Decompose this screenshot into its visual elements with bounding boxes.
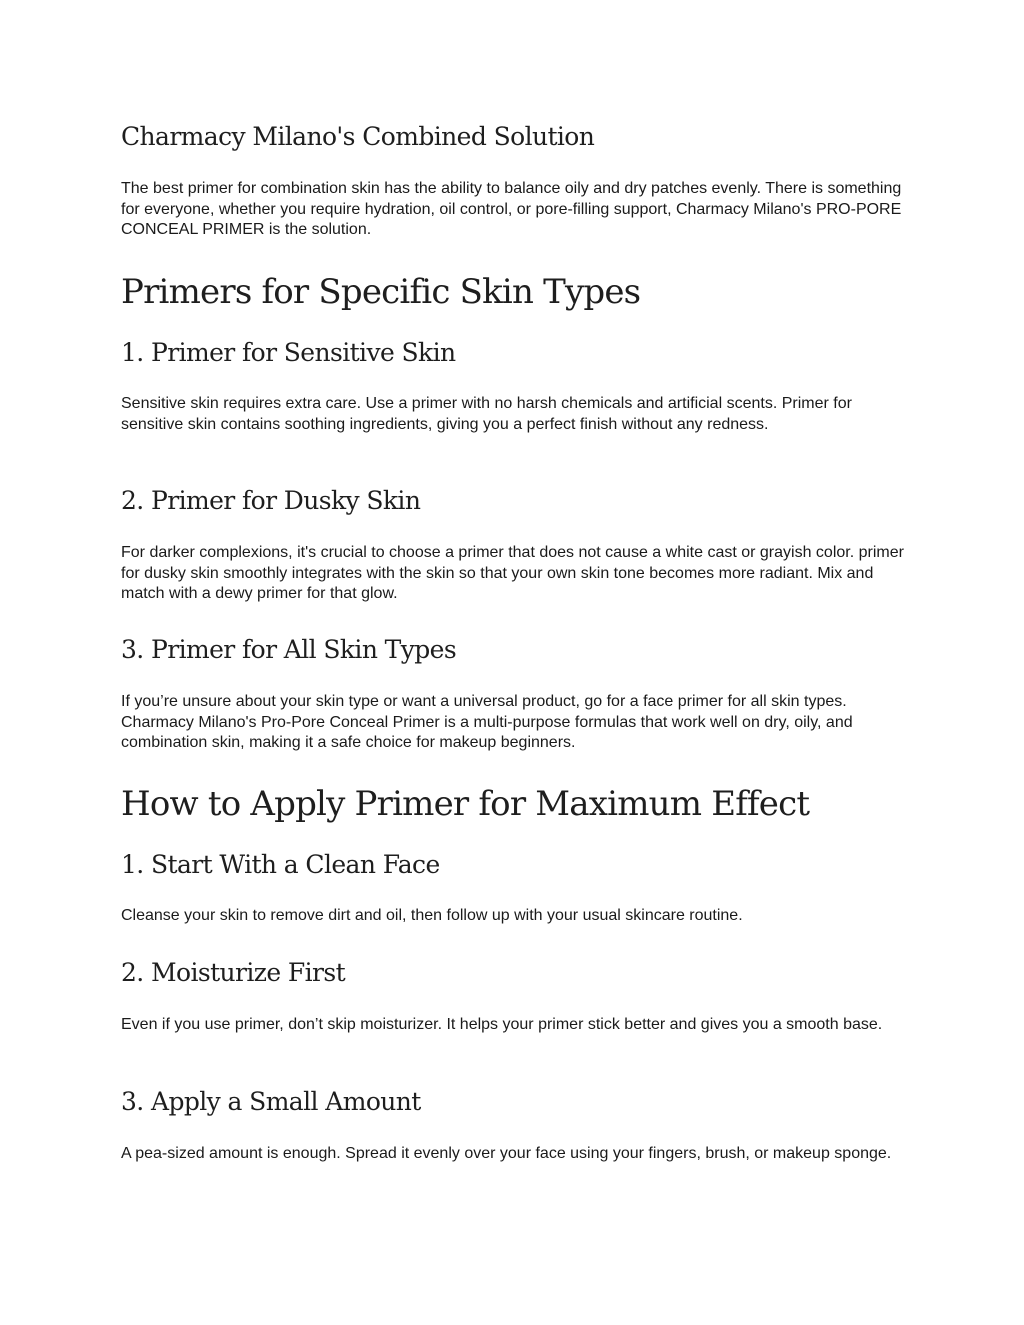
clean-face-paragraph: Cleanse your skin to remove dirt and oil, then follow up with your usual skincare routine. xyxy=(121,907,743,924)
dusky-skin-heading: 2. Primer for Dusky Skin xyxy=(121,486,421,515)
specific-skin-types-heading: Primers for Specific Skin Types xyxy=(121,272,641,312)
dusky-skin-paragraph: For darker complexions, it's crucial to choose a primer that does not cause a white cast or grayish color. primer for dusky skin smoothly integrates with the skin so that your own skin tone becomes more radiant. Mix and match with a dewy primer for that glow. xyxy=(121,544,904,602)
apply-primer-heading: How to Apply Primer for Maximum Effect xyxy=(121,784,810,824)
combined-solution-heading: Charmacy Milano's Combined Solution xyxy=(121,122,595,151)
all-skin-types-paragraph: If you’re unsure about your skin type or want a universal product, go for a face primer for all skin types. Charmacy Milano's Pro-Pore Conceal Primer is a multi-purpose formulas that work well on dry, oily, and combination skin, making it a safe choice for makeup beginners. xyxy=(121,693,853,751)
sensitive-skin-heading: 1. Primer for Sensitive Skin xyxy=(121,338,456,367)
small-amount-heading: 3. Apply a Small Amount xyxy=(121,1087,421,1116)
sensitive-skin-paragraph: Sensitive skin requires extra care. Use a primer with no harsh chemicals and artificial scents. Primer for sensitive skin contains soothing ingredients, giving you a perfect finish without any redness. xyxy=(121,395,852,433)
small-amount-paragraph: A pea-sized amount is enough. Spread it evenly over your face using your fingers, brush, or makeup sponge. xyxy=(121,1145,892,1162)
all-skin-types-heading: 3. Primer for All Skin Types xyxy=(121,635,457,664)
clean-face-heading: 1. Start With a Clean Face xyxy=(121,850,440,879)
moisturize-heading: 2. Moisturize First xyxy=(121,958,346,987)
combined-solution-paragraph: The best primer for combination skin has the ability to balance oily and dry patches evenly. There is something for everyone, whether you require hydration, oil control, or pore-filling support, Charmacy Milano's PRO-PORE CONCEAL PRIMER is the solution. xyxy=(121,180,902,238)
moisturize-paragraph: Even if you use primer, don’t skip moisturizer. It helps your primer stick better and gives you a smooth base. xyxy=(121,1016,883,1033)
